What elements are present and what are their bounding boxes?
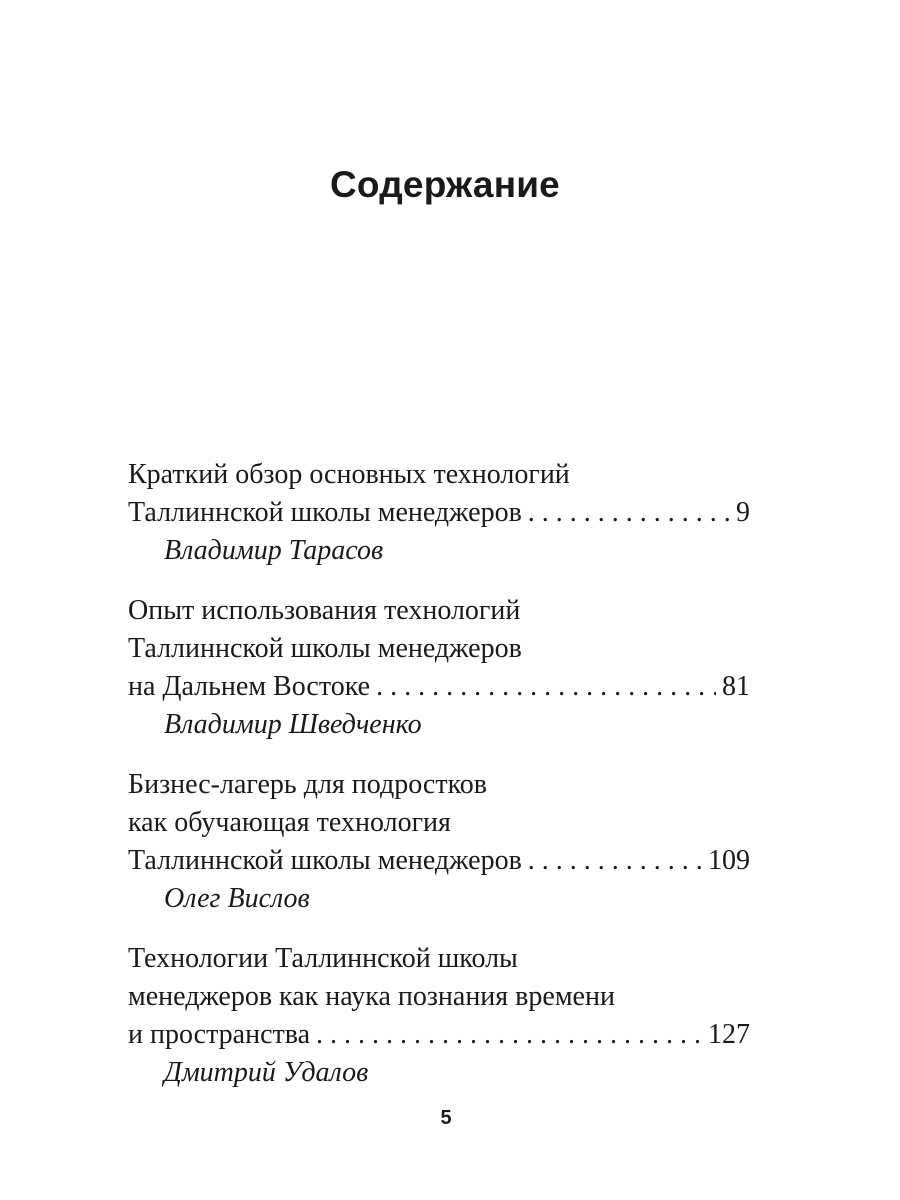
toc-entry-title-last-line (128, 1016, 750, 1054)
toc-entry (128, 456, 750, 570)
toc-entry (128, 592, 750, 744)
toc-entry-title-line: как обучающая технология (128, 807, 451, 838)
dot-leader (316, 1016, 702, 1054)
toc-entry-title-line: Технологии Таллиннской школы (128, 943, 518, 974)
toc-entry (128, 766, 750, 918)
toc-entry-title-text: Таллиннской школы менеджеров (128, 845, 522, 876)
toc-entry-title-last-line (128, 494, 750, 532)
dot-leader (528, 842, 702, 880)
toc-entry-title-last-line (128, 842, 750, 880)
toc-entry (128, 940, 750, 1092)
toc-entry-title-line: Бизнес-лагерь для подростков (128, 769, 487, 800)
toc-entry-title-text: на Дальнем Востоке (128, 671, 371, 702)
page-number: 5 (440, 1107, 452, 1129)
toc-entry-page-number: 109 (708, 845, 750, 876)
toc-entry-title-text: и пространства (128, 1019, 311, 1050)
page-title: Содержание (330, 163, 560, 205)
toc-entry-page-number: 127 (708, 1019, 750, 1050)
toc-entry-author: Дмитрий Удалов (164, 1057, 369, 1088)
toc-entry-title-line: Опыт использования технологий (128, 595, 521, 626)
toc-entry-title-line: Таллиннской школы менеджеров (128, 633, 522, 664)
toc-entry-title-line: Краткий обзор основных технологий (128, 459, 570, 490)
toc-entry-author: Владимир Тарасов (164, 535, 384, 566)
table-of-contents (128, 456, 750, 1114)
toc-entry-title-text: Таллиннской школы менеджеров (128, 497, 522, 528)
toc-entry-title-last-line (128, 668, 750, 706)
dot-leader (528, 494, 730, 532)
toc-entry-author: Олег Вислов (164, 883, 310, 914)
dot-leader (376, 668, 716, 706)
toc-entry-title-line: менеджеров как наука познания времени (128, 981, 615, 1012)
toc-entry-author: Владимир Шведченко (164, 709, 422, 740)
toc-entry-page-number: 9 (736, 497, 750, 528)
toc-entry-page-number: 81 (722, 671, 750, 702)
